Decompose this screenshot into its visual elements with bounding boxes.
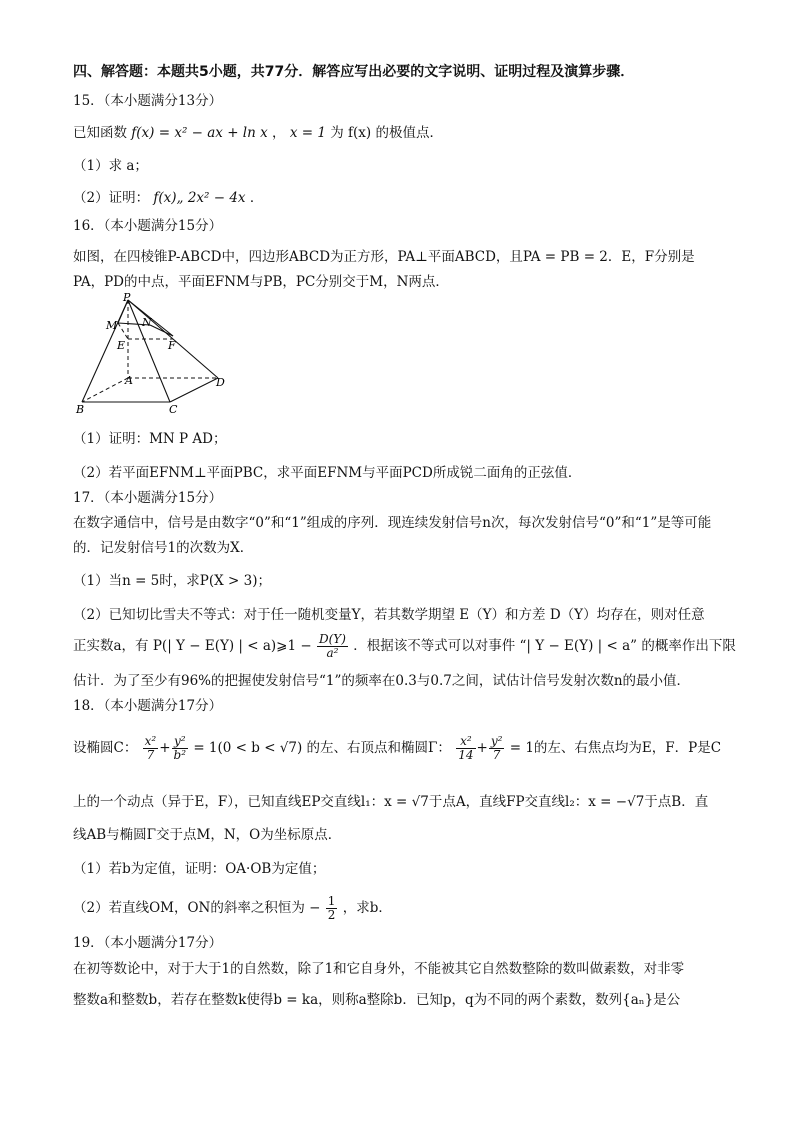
label-A: A bbox=[125, 374, 133, 387]
q15-stem-func: f(x) = x² − ax + ln x bbox=[131, 125, 268, 141]
q18-part2-pre: （2）若直线OM，ON的斜率之积恒为 − bbox=[73, 900, 321, 916]
ellipse-c-y-term bbox=[172, 735, 189, 762]
q18-part2-post: ，求b． bbox=[342, 900, 392, 916]
q15-stem-mid: ， bbox=[272, 125, 286, 141]
label-C: C bbox=[169, 403, 178, 416]
frac-num: y² bbox=[172, 735, 189, 749]
frac-den: b² bbox=[173, 748, 187, 762]
label-B: B bbox=[76, 403, 85, 416]
q18-line1-pre: 设椭圆C： bbox=[73, 740, 138, 756]
q18-part2 bbox=[73, 890, 392, 926]
q17-line1: 在数字通信中，信号是由数字“0”和“1”组成的序列．现连续发射信号n次，每次发射信号“0”和“1”是等可能 bbox=[73, 515, 712, 531]
q18-fraction-num: 1 bbox=[327, 894, 336, 908]
ellipse-c-x-term bbox=[143, 735, 159, 762]
frac-num: y² bbox=[490, 734, 503, 748]
q17-part2-line2-post: ．根据该不等式可以对事件 “| Y − E(Y) | < a” 的概率作出下限 bbox=[353, 638, 736, 654]
q18-part1: （1）若b为定值，证明：OA·OB为定值； bbox=[73, 861, 326, 877]
q17-title: 17．（本小题满分15分） bbox=[73, 490, 223, 506]
label-N: N bbox=[142, 316, 152, 329]
plus-sign: + bbox=[476, 740, 488, 756]
q17-part1: （1）当n = 5时，求P(X > 3)； bbox=[73, 573, 271, 589]
q18-line1 bbox=[73, 730, 721, 766]
q17-fraction bbox=[317, 633, 348, 660]
frac-num: x² bbox=[456, 735, 475, 749]
q17-part2-line1: （2）已知切比雪夫不等式：对于任一随机变量Y，若其数学期望 E（Y）和方差 D（Y）均存在，则对任意 bbox=[73, 607, 705, 623]
q19-title: 19．（本小题满分17分） bbox=[73, 935, 223, 951]
label-P: P bbox=[123, 292, 131, 304]
q16-line1: 如图，在四棱锥P-ABCD中，四边形ABCD为正方形，PA⊥平面ABCD，且PA = PB = 2．E，F分别是 bbox=[73, 249, 695, 265]
q15-part1: （1）求 a； bbox=[73, 158, 148, 174]
q15-stem bbox=[73, 124, 443, 142]
q15-stem-pre: 已知函数 bbox=[73, 125, 127, 141]
q16-part2: （2）若平面EFNM⊥平面PBC，求平面EFNM与平面PCD所成锐二面角的正弦值． bbox=[73, 465, 582, 481]
q15-part2-post: ． bbox=[249, 190, 264, 206]
q18-line3: 线AB与椭圆Γ交于点M，N，O为坐标原点． bbox=[73, 827, 342, 843]
q17-fraction-den: a² bbox=[326, 646, 339, 660]
label-M: M bbox=[106, 319, 118, 332]
q17-line2: 的．记发射信号1的次数为X． bbox=[73, 540, 254, 556]
q18-line1-post: = 1的左、右焦点均为E，F．P是C bbox=[509, 740, 722, 756]
ellipse-gamma-y-term bbox=[489, 735, 505, 762]
ellipse-gamma-x-term bbox=[456, 735, 475, 762]
q18-line1-mid: = 1(0 < b < √7) 的左、右顶点和椭圆Γ： bbox=[193, 740, 451, 756]
q19-line2: 整数a和整数b，若存在整数k使得b = ka，则称a整除b．已知p，q为不同的两个素数，数列{aₙ}是公 bbox=[73, 992, 681, 1008]
q19-line1: 在初等数论中，对于大于1的自然数，除了1和它自身外，不能被其它自然数整除的数叫做素数，对非零 bbox=[73, 961, 685, 977]
frac-den: 14 bbox=[458, 748, 474, 762]
q16-line2: PA，PD的中点，平面EFNM与PB，PC分别交于M，N两点． bbox=[73, 274, 449, 290]
q17-part2-line3: 估计．为了至少有96%的把握使发射信号“1”的频率在0.3与0.7之间，试估计信号发射次数n的最小值． bbox=[73, 673, 691, 689]
frac-num: x² bbox=[144, 734, 157, 748]
label-E: E bbox=[117, 339, 126, 352]
q17-fraction-num: D(Y) bbox=[319, 632, 346, 646]
q16-title: 16．（本小题满分15分） bbox=[73, 218, 223, 234]
q18-line2: 上的一个动点（异于E，F），已知直线EP交直线l₁：x = √7于点A，直线FP交直线l₂：x = −√7于点B．直 bbox=[73, 794, 709, 810]
label-D: D bbox=[216, 376, 225, 389]
q15-part2-pre: （2）证明： bbox=[73, 190, 150, 206]
q18-title: 18．（本小题满分17分） bbox=[73, 698, 223, 714]
frac-den: 7 bbox=[146, 748, 155, 762]
q18-fraction bbox=[326, 895, 338, 922]
q17-part2-line2-pre: 正实数a，有 P(| Y − E(Y) | < a)⩾1 − bbox=[73, 638, 312, 654]
label-F: F bbox=[168, 339, 176, 352]
q16-part1: （1）证明：MN P AD； bbox=[73, 431, 227, 447]
q15-stem-post: 为 f(x) 的极值点． bbox=[330, 125, 443, 141]
q18-fraction-den: 2 bbox=[327, 908, 336, 922]
frac-den: 7 bbox=[492, 748, 501, 762]
q15-title: 15．（本小题满分13分） bbox=[73, 93, 223, 109]
q15-part2-math: f(x)„ 2x² − 4x bbox=[153, 190, 246, 206]
q15-stem-cond: x = 1 bbox=[289, 125, 326, 141]
pyramid-figure bbox=[70, 292, 240, 422]
section-header: 四、解答题：本题共5小题，共77分．解答应写出必要的文字说明、证明过程及演算步骤． bbox=[73, 64, 635, 80]
q17-part2-line2 bbox=[73, 628, 736, 664]
q15-part2 bbox=[73, 189, 263, 207]
plus-sign: + bbox=[159, 740, 171, 756]
